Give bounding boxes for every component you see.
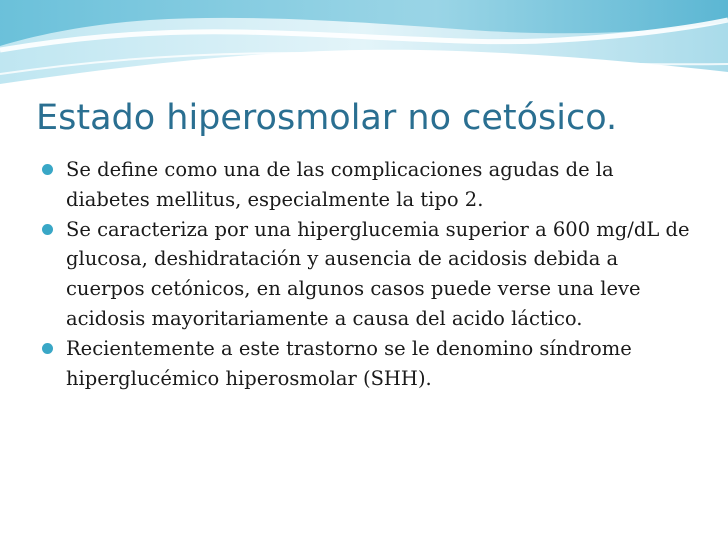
bullet-item bbox=[40, 215, 700, 334]
bullet-text: Recientemente a este trastorno se le denomino síndrome hiperglucémico hiperosmolar (SHH). bbox=[66, 336, 632, 390]
bullet-dot-icon bbox=[42, 224, 53, 235]
bullet-dot-icon bbox=[42, 164, 53, 175]
bullet-item bbox=[40, 155, 700, 215]
bullet-dot-icon bbox=[42, 343, 53, 354]
bullet-text: Se define como una de las complicaciones agudas de la diabetes mellitus, especialmente la tipo 2. bbox=[66, 158, 614, 211]
bullet-list bbox=[40, 155, 700, 393]
header-wave-decoration bbox=[0, 0, 728, 100]
bullet-text: Se caracteriza por una hiperglucemia superior a 600 mg/dL de glucosa, deshidratación y ausencia de acidosis debida a cuerpos cetónicos, en algunos casos puede verse una leve acidosis mayoritariamente a causa del acido láctico. bbox=[66, 217, 690, 330]
slide-title: Estado hiperosmolar no cetósico. bbox=[36, 98, 618, 138]
bullet-item bbox=[40, 334, 700, 394]
